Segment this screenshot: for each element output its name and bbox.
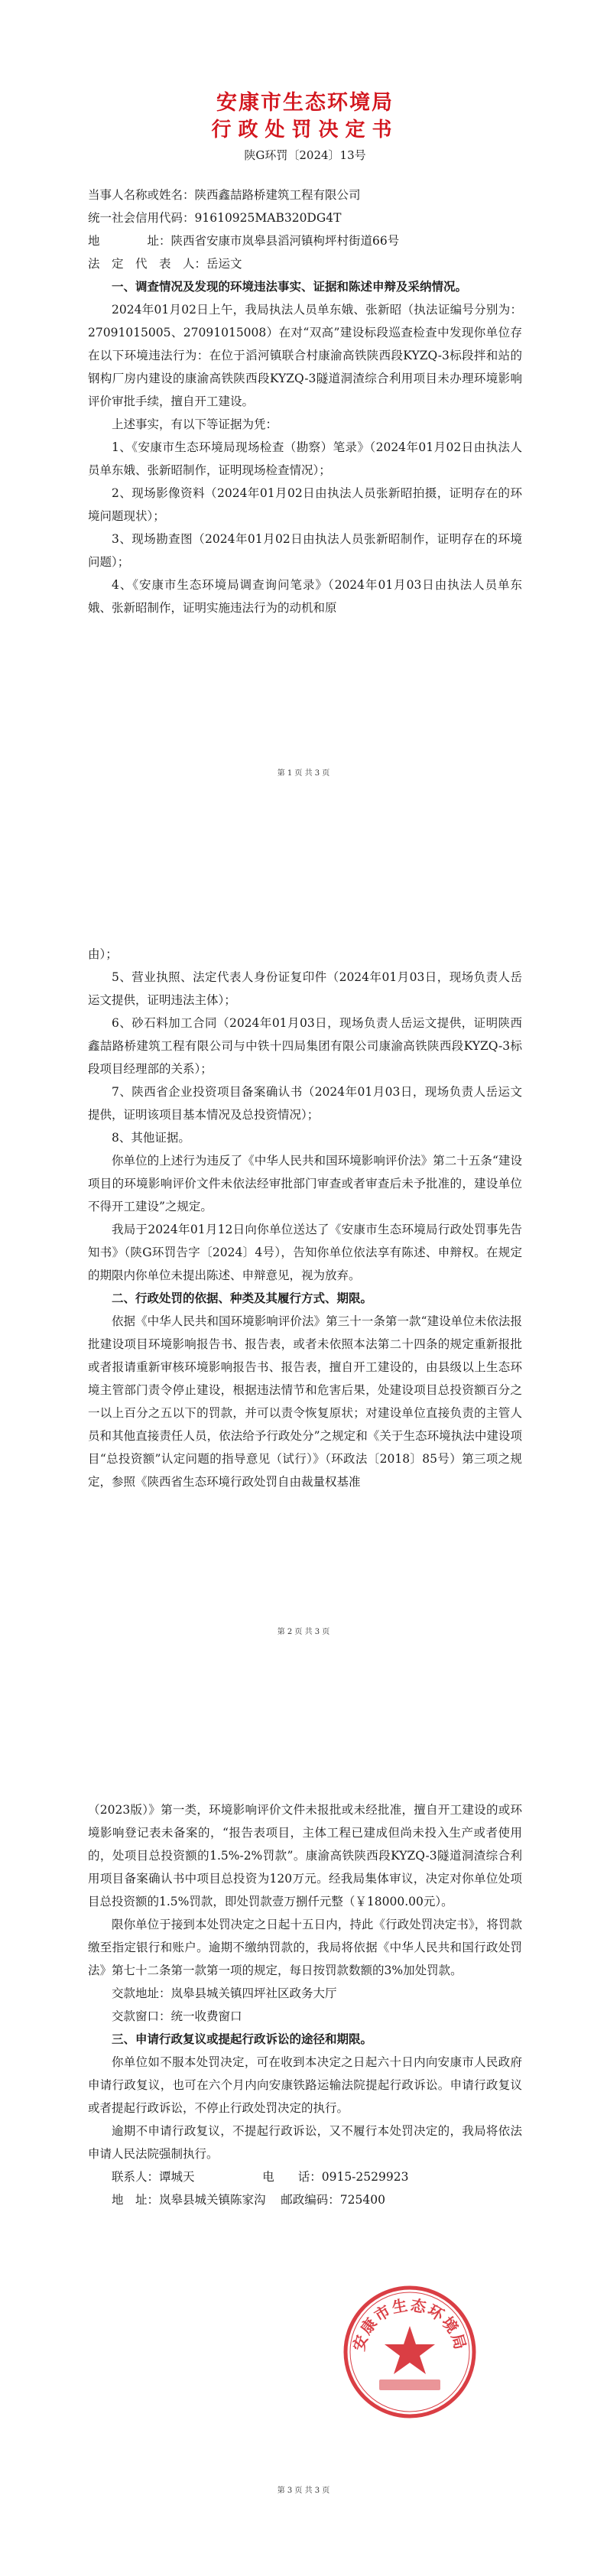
payment-address: 交款地址：岚皋县城关镇四坪社区政务大厅 — [112, 1986, 337, 2000]
page-1 — [0, 0, 607, 859]
contact-zip-label: 邮政编码： — [281, 2193, 340, 2207]
page-footer: 第 3 页 共 3 页 — [277, 2487, 330, 2495]
page-3-content — [88, 1798, 522, 2211]
evidence-item: 8、其他证据。 — [112, 1131, 190, 1145]
paragraph: 依据《中华人民共和国环境影响评价法》第三十一条第一款“建设单位未依法报批建设项目环境影响报告书、报告表，或者未依照本法第二十四条的规定重新报批或者报请重新审核环境影响报告书、报告表，擅自开工建设的，由县级以上生态环境主管部门责令停止建设，根据违法情节和危害后果，处建设项目总投资额百分之一以上百分之五以下的罚款，并可以责令恢复原状；对建设单位直接负责的主管人员和其他直接责任人员，依法给予行政处分”之规定和《关于生态环境执法中建设项目“总投资额”认定问题的指导意见（试行）》（环政法〔2018〕85号）第三项之规定，参照《陕西省生态环境行政处罚自由裁量权基准 — [88, 1314, 522, 1489]
document-title: 行政处罚决定书 — [211, 119, 399, 141]
official-seal-icon — [341, 2283, 479, 2421]
page-2 — [0, 859, 607, 1717]
page-3 — [0, 1717, 607, 2576]
contact-person-row — [88, 2165, 522, 2188]
page-footer: 第 2 页 共 3 页 — [277, 1628, 330, 1636]
paragraph: 2024年01月02日上午，我局执法人员单东娥、张新昭（执法证编号分别为：27091015005、27091015008）在对“双高”建设标段巡查检查中发现你单位存在以下环境违法行为：在位于滔河镇联合村康渝高铁陕西段KYZQ-3标段拌和站的钢构厂房内建设的康渝高铁陕西段KYZQ-3隧道洞渣综合利用项目未办理环境影响评价审批手续，擅自开工建设。 — [88, 303, 522, 408]
evidence-item: 5、营业执照、法定代表人身份证复印件（2024年01月03日，现场负责人岳运文提供，证明违法主体）； — [88, 970, 522, 1007]
contact-phone-label: 电 话： — [262, 2170, 322, 2184]
page-footer: 第 1 页 共 3 页 — [277, 769, 330, 778]
page-1-content — [88, 90, 522, 619]
page-2-content — [88, 943, 522, 1493]
contact-zip: 725400 — [339, 2193, 385, 2207]
section-1-heading: 一、调查情况及发现的环境违法事实、证据和陈述申辩及采纳情况。 — [112, 279, 468, 294]
party-name: 当事人名称或姓名：陕西鑫喆路桥建筑工程有限公司 — [88, 188, 361, 202]
contact-address: 岚皋县城关镇陈家沟 — [159, 2193, 266, 2207]
paragraph-continuation: 由）； — [88, 947, 118, 961]
evidence-item: 4、《安康市生态环境局调查询问笔录》（2024年01月03日由执法人员单东娥、张新昭制作，证明实施违法行为的动机和原 — [88, 578, 522, 615]
contact-address-row — [88, 2188, 522, 2211]
document-number: 陕G环罚〔2024〕13号 — [244, 148, 366, 162]
svg-text:安康市生态环境局: 安康市生态环境局 — [349, 2295, 470, 2353]
paragraph: 限你单位于接到本处罚决定之日起十五日内，持此《行政处罚决定书》，将罚款缴至指定银行和账户。逾期不缴纳罚款的，我局将依据《中华人民共和国行政处罚法》第七十二条第一款第一项的规定，每日按罚款数额的3%加处罚款。 — [88, 1918, 522, 1977]
evidence-item: 1、《安康市生态环境局现场检查（勘察）笔录》（2024年01月02日由执法人员单东娥、张新昭制作，证明现场检查情况）； — [88, 440, 522, 477]
evidence-item: 2、现场影像资料（2024年01月02日由执法人员张新昭拍摄，证明存在的环境问题现状）； — [88, 486, 522, 523]
contact-phone: 0915-2529923 — [321, 2170, 409, 2184]
paragraph: 我局于2024年01月12日向你单位送达了《安康市生态环境局行政处罚事先告知书》（陕G环罚告字〔2024〕4号），告知你单位依法享有陈述、申辩权。在规定的期限内你单位未提出陈述、申辩意见，视为放弃。 — [88, 1223, 522, 1282]
contact-address-label: 地 址： — [112, 2193, 160, 2207]
paragraph-continuation: （2023版）》第一类，环境影响评价文件未报批或未经批准，擅自开工建设的或环境影响登记表未备案的，“报告表项目，主体工程已建成但尚未投入生产或者使用的，处项目总投资额的1.5%-2%罚款”。康渝高铁陕西段KYZQ-3隧道洞渣综合利用项目备案确认书中项目总投资为120万元。经我局集体审议，决定对你单位处项目总投资额的1.5%罚款，即处罚款壹万捌仟元整（￥18000.00元）。 — [88, 1803, 522, 1908]
evidence-item: 6、砂石料加工合同（2024年01月03日，现场负责人岳运文提供，证明陕西鑫喆路桥建筑工程有限公司与中铁十四局集团有限公司康渝高铁陕西段KYZQ-3标段项目经理部的关系）； — [88, 1016, 522, 1076]
party-legal-rep: 法 定 代 表 人：岳运文 — [88, 257, 242, 271]
section-3-heading: 三、申请行政复议或提起行政诉讼的途径和期限。 — [112, 2032, 373, 2046]
paragraph: 上述事实，有以下等证据为凭： — [112, 417, 278, 431]
paragraph: 逾期不申请行政复议，不提起行政诉讼，又不履行本处罚决定的，我局将依法申请人民法院强制执行。 — [88, 2124, 522, 2161]
evidence-item: 7、陕西省企业投资项目备案确认书（2024年01月03日，现场负责人岳运文提供，证明该项目基本情况及总投资情况）； — [88, 1085, 522, 1122]
paragraph: 你单位如不服本处罚决定，可在收到本决定之日起六十日内向安康市人民政府申请行政复议，也可在六个月内向安康铁路运输法院提起行政诉讼。申请行政复议或者提起行政诉讼，不停止行政处罚决定的执行。 — [88, 2055, 522, 2115]
party-credit-code: 统一社会信用代码：91610925MAB320DG4T — [88, 211, 342, 225]
agency-title: 安康市生态环境局 — [216, 91, 394, 115]
payment-window: 交款窗口：统一收费窗口 — [112, 2009, 242, 2023]
evidence-item: 3、现场勘查图（2024年01月02日由执法人员张新昭制作，证明存在的环境问题）； — [88, 532, 522, 569]
paragraph: 你单位的上述行为违反了《中华人民共和国环境影响评价法》第二十五条“建设项目的环境影响评价文件未依法经审批部门审查或者审查后未予批准的，建设单位不得开工建设”之规定。 — [88, 1154, 522, 1213]
contact-person: 谭城天 — [159, 2170, 195, 2184]
section-2-heading: 二、行政处罚的依据、种类及其履行方式、期限。 — [112, 1291, 373, 1305]
party-address: 地 址：陕西省安康市岚皋县滔河镇枸坪村街道66号 — [88, 234, 400, 248]
contact-person-label: 联系人： — [112, 2170, 160, 2184]
